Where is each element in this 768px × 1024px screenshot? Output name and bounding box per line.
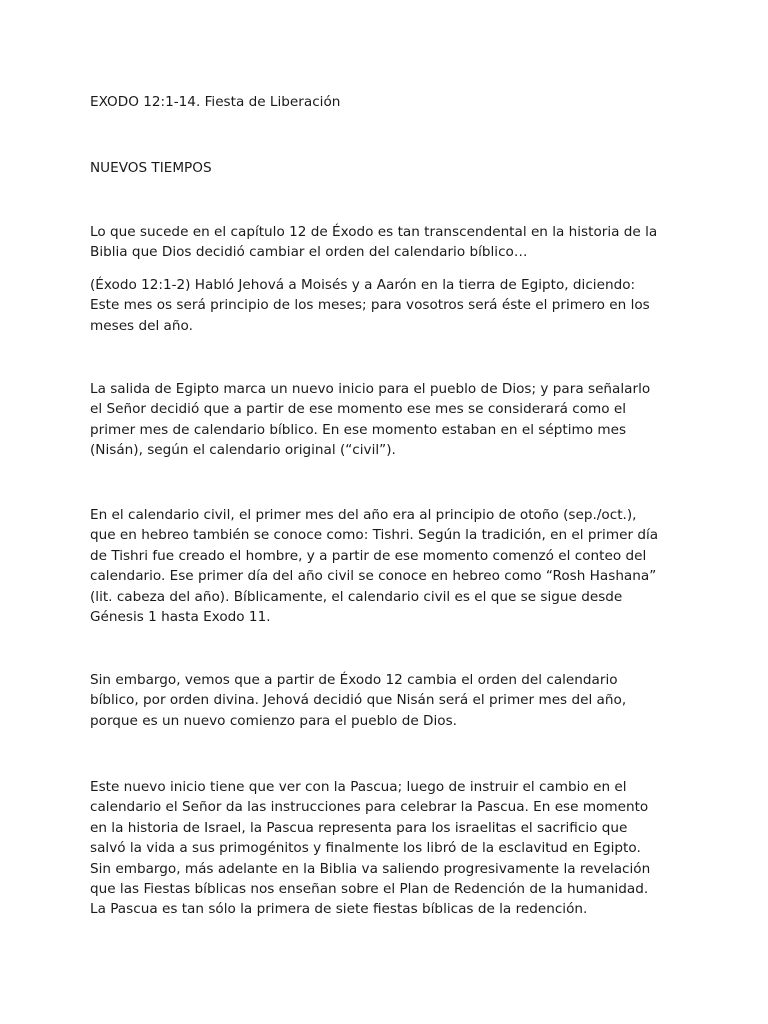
paragraph-line: salvó la vida a sus primogénitos y finalmente los libró de la esclavitud en Egipto. — [90, 840, 641, 857]
paragraph-line: (Éxodo 12:1-2) Habló Jehová a Moisés y a Aarón en la tierra de Egipto, diciendo: — [90, 277, 636, 293]
paragraph-line: Este nuevo inicio tiene que ver con la Pascua; luego de instruir el cambio en el — [90, 779, 627, 795]
paragraph-line: en la historia de Israel, la Pascua representa para los israelitas el sacrificio que — [90, 819, 628, 836]
paragraph-line: que en hebreo también se conoce como: Tishri. Según la tradición, en el primer día — [90, 527, 659, 544]
paragraph-line: Génesis 1 hasta Exodo 11. — [90, 609, 271, 626]
paragraph-line: primer mes de calendario bíblico. En ese momento estaban en el séptimo mes — [90, 421, 627, 438]
paragraph-civil-calendar — [90, 505, 690, 627]
paragraph-line: La salida de Egipto marca un nuevo inicio para el pueblo de Dios; y para señalarlo — [90, 381, 651, 397]
paragraph-line: Lo que sucede en el capítulo 12 de Éxodo es tan transcendental en la historia de la — [90, 224, 658, 240]
document-subtitle: NUEVOS TIEMPOS — [90, 160, 212, 176]
paragraph-line: Sin embargo, vemos que a partir de Éxodo 12 cambia el orden del calendario — [90, 672, 618, 688]
paragraph-exodus-departure — [90, 379, 690, 461]
paragraph-line: calendario. Ese primer día del año civil se conoce en hebreo como “Rosh Hashana” — [90, 568, 657, 585]
document-title: EXODO 12:1-14. Fiesta de Liberación — [90, 94, 341, 110]
paragraph-line: La Pascua es tan sólo la primera de siete fiestas bíblicas de la redención. — [90, 901, 588, 918]
paragraph-intro — [90, 222, 690, 263]
paragraph-line: Biblia que Dios decidió cambiar el orden del calendario bíblico… — [90, 244, 528, 261]
paragraph-passover — [90, 777, 690, 920]
paragraph-line: porque es un nuevo comienzo para el pueblo de Dios. — [90, 712, 457, 729]
paragraph-line: meses del año. — [90, 317, 193, 334]
paragraph-line: En el calendario civil, el primer mes del año era al principio de otoño (sep./oct.), — [90, 507, 637, 523]
paragraph-line: Este mes os será principio de los meses; para vosotros será éste el primero en los — [90, 297, 650, 314]
paragraph-line: bíblico, por orden divina. Jehová decidió que Nisán será el primer mes del año, — [90, 692, 627, 709]
paragraph-line: de Tishri fue creado el hombre, y a partir de ese momento comenzó el conteo del — [90, 547, 647, 564]
paragraph-line: que las Fiestas bíblicas nos enseñan sobre el Plan de Redención de la humanidad. — [90, 881, 649, 898]
paragraph-divine-order — [90, 670, 690, 731]
paragraph-line: el Señor decidió que a partir de ese momento ese mes se considerará como el — [90, 401, 627, 418]
paragraph-scripture — [90, 275, 690, 336]
paragraph-line: calendario el Señor da las instrucciones para celebrar la Pascua. En ese momento — [90, 799, 649, 816]
paragraph-line: (lit. cabeza del año). Bíblicamente, el calendario civil es el que se sigue desde — [90, 588, 623, 605]
paragraph-line: (Nisán), según el calendario original (“civil”). — [90, 442, 396, 459]
paragraph-line: Sin embargo, más adelante en la Biblia va saliendo progresivamente la revelación — [90, 860, 651, 877]
